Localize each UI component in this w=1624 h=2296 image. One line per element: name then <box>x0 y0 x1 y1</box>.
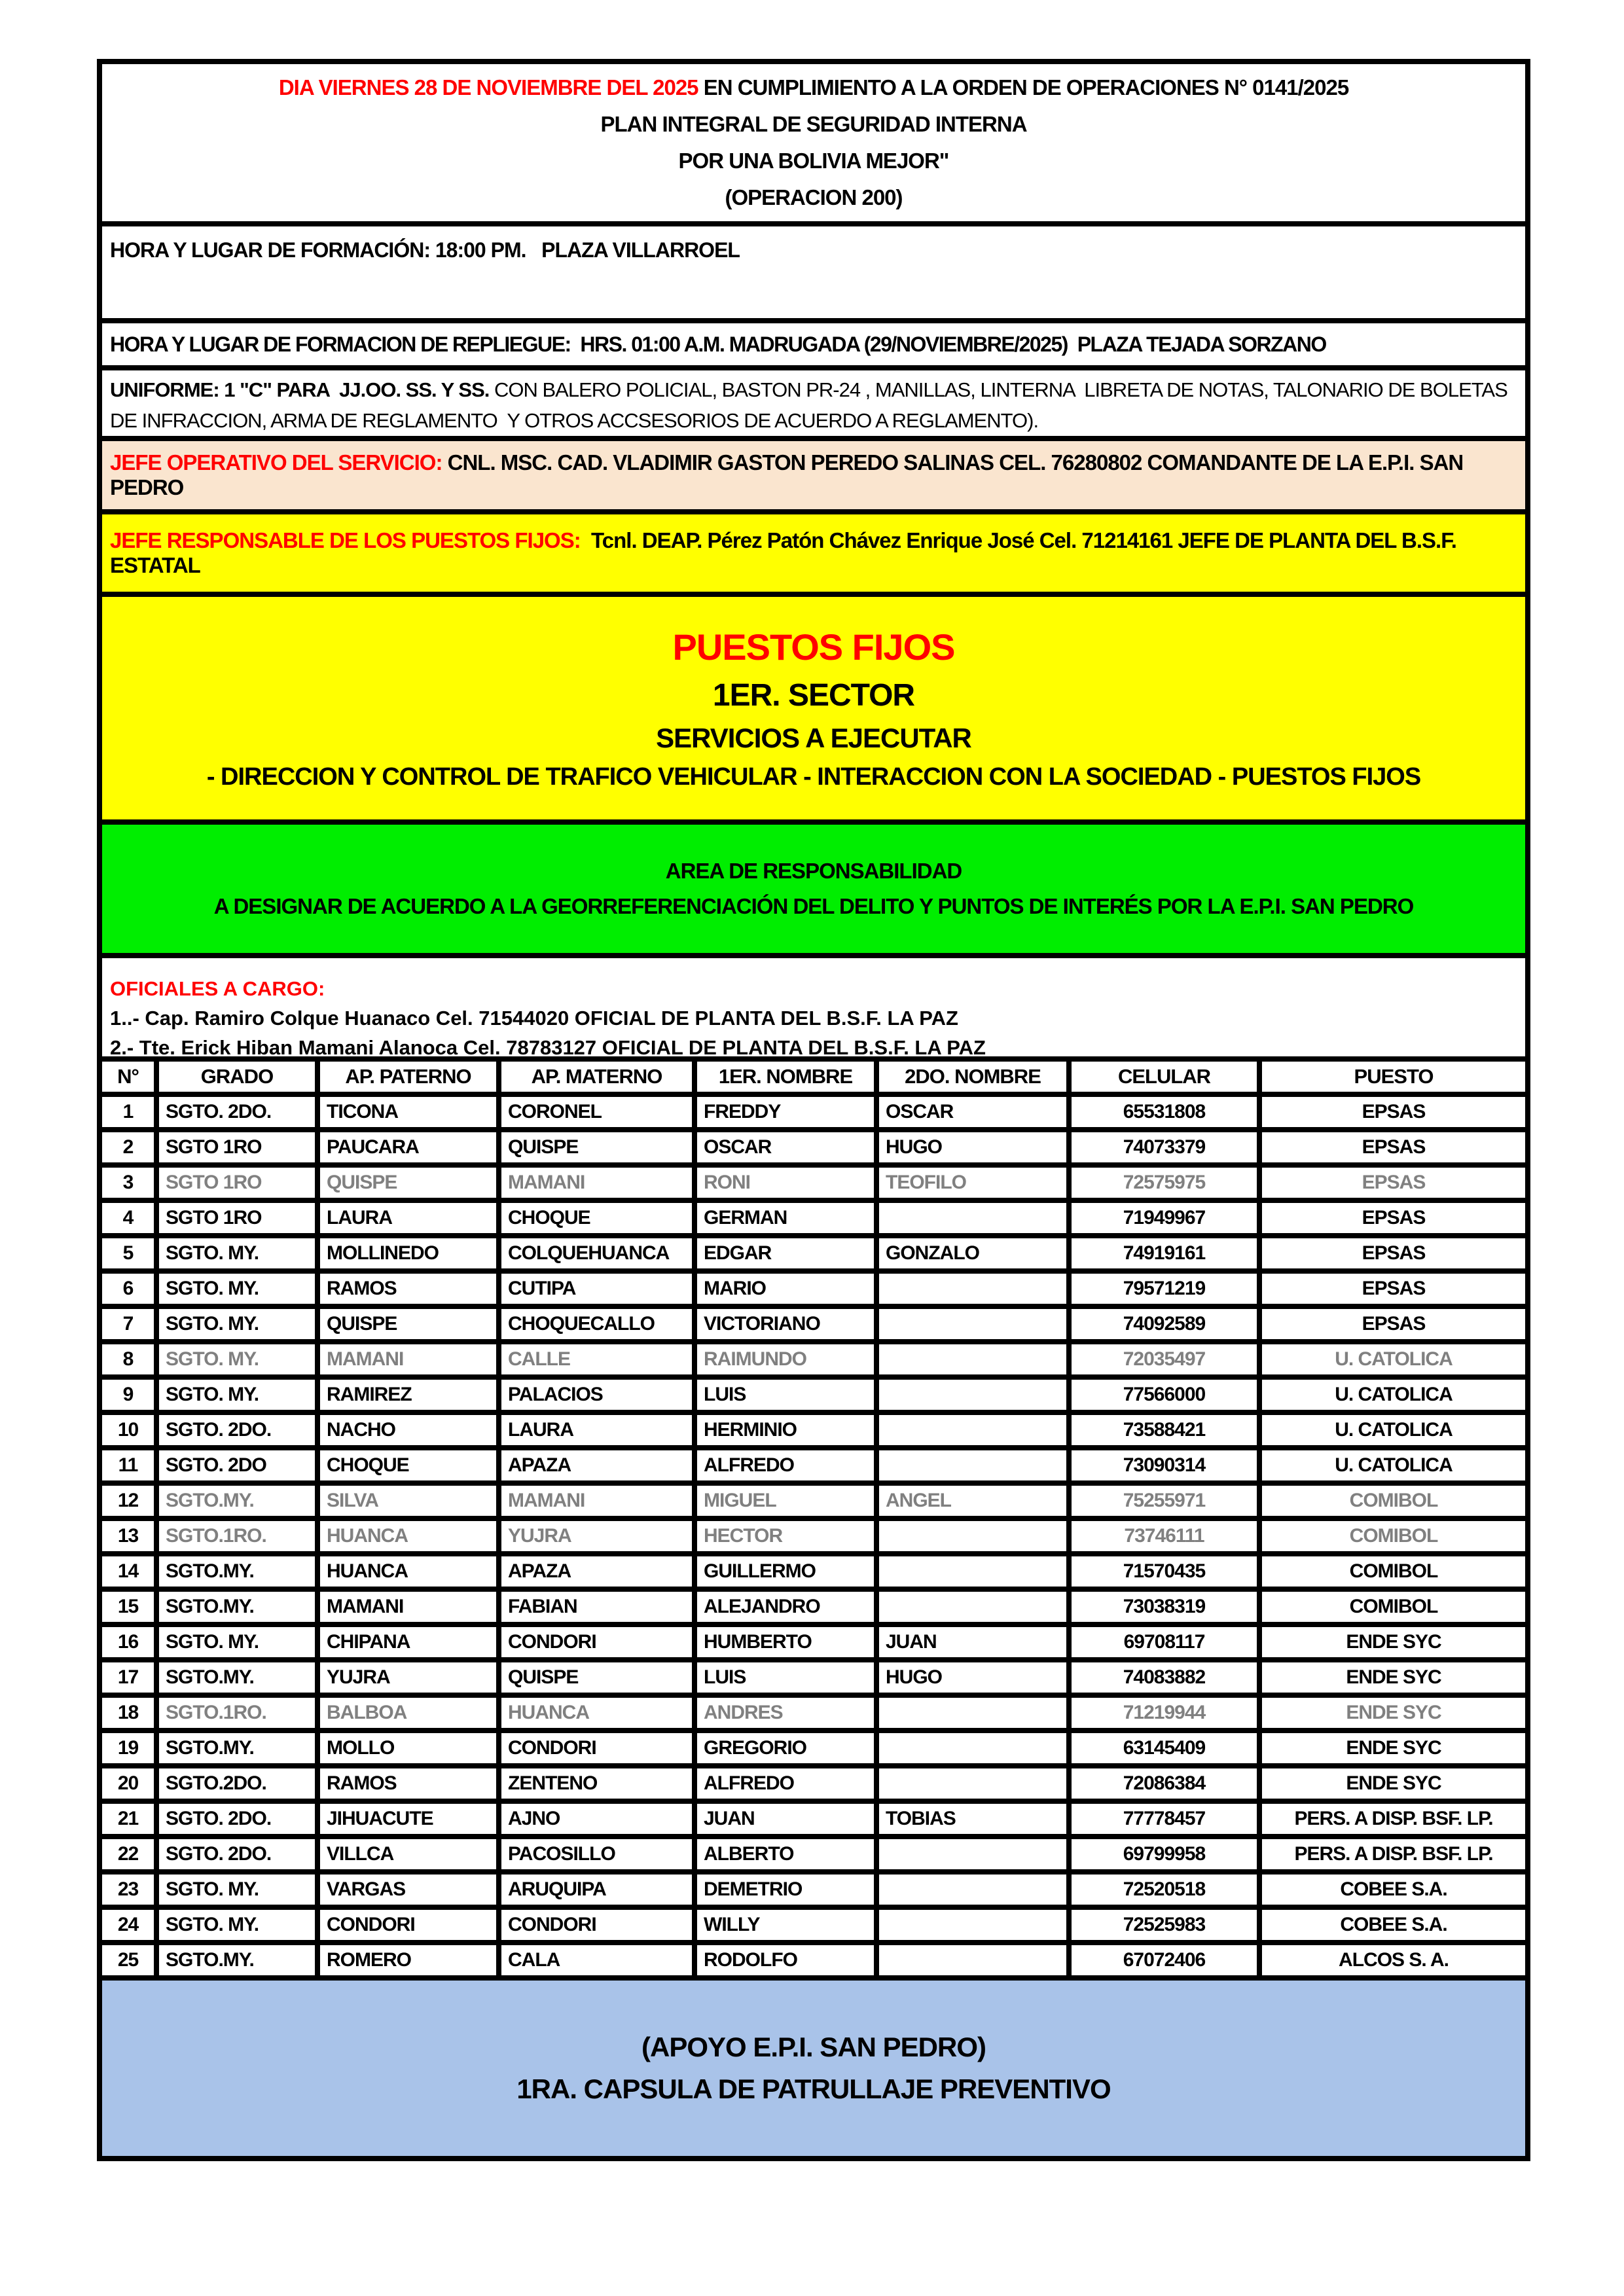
cell-celular: 75255971 <box>1072 1486 1257 1516</box>
cell-numero: 4 <box>102 1203 154 1233</box>
cell-numero: 19 <box>102 1733 154 1763</box>
col-header-nombre2: 2DO. NOMBRE <box>879 1062 1066 1092</box>
cell-celular: 71949967 <box>1072 1203 1257 1233</box>
cell-numero: 8 <box>102 1344 154 1374</box>
cell-ap-materno: LAURA <box>501 1415 692 1445</box>
cell-2do-nombre <box>879 1309 1066 1339</box>
cell-puesto: EPSAS <box>1262 1274 1525 1304</box>
cell-2do-nombre: HUGO <box>879 1662 1066 1693</box>
cell-ap-paterno: RAMOS <box>320 1274 496 1304</box>
cell-1er-nombre: HECTOR <box>697 1521 874 1551</box>
jefe-responsable-text: Tcnl. DEAP. Pérez Patón Chávez Enrique José Cel. 71214161 JEFE DE PLANTA DEL B.S.F. ESTATAL <box>110 528 1462 577</box>
cell-1er-nombre: OSCAR <box>697 1132 874 1162</box>
cell-grado: SGTO. 2DO. <box>159 1839 315 1869</box>
cell-celular: 74092589 <box>1072 1309 1257 1339</box>
cell-puesto: PERS. A DISP. BSF. LP. <box>1262 1804 1525 1834</box>
cell-ap-materno: PALACIOS <box>501 1380 692 1410</box>
cell-ap-materno: QUISPE <box>501 1662 692 1693</box>
cell-1er-nombre: FREDDY <box>697 1097 874 1127</box>
cell-celular: 79571219 <box>1072 1274 1257 1304</box>
cell-1er-nombre: RODOLFO <box>697 1945 874 1975</box>
cell-grado: SGTO.1RO. <box>159 1698 315 1728</box>
cell-celular: 67072406 <box>1072 1945 1257 1975</box>
cell-grado: SGTO.MY. <box>159 1945 315 1975</box>
cell-grado: SGTO. MY. <box>159 1274 315 1304</box>
cell-numero: 5 <box>102 1238 154 1268</box>
cell-ap-paterno: QUISPE <box>320 1309 496 1339</box>
cell-numero: 20 <box>102 1768 154 1799</box>
cell-grado: SGTO. MY. <box>159 1344 315 1374</box>
puestos-fijos-banner <box>102 597 1525 819</box>
cell-2do-nombre <box>879 1874 1066 1905</box>
cell-2do-nombre <box>879 1450 1066 1480</box>
cell-celular: 72086384 <box>1072 1768 1257 1799</box>
cell-1er-nombre: LUIS <box>697 1662 874 1693</box>
cell-celular: 73746111 <box>1072 1521 1257 1551</box>
header-date: DIA VIERNES 28 DE NOVIEMBRE DEL 2025 <box>278 75 698 99</box>
cell-ap-materno: HUANCA <box>501 1698 692 1728</box>
cell-celular: 73090314 <box>1072 1450 1257 1480</box>
cell-1er-nombre: ALFREDO <box>697 1450 874 1480</box>
table-row <box>102 1097 1525 1127</box>
jefe-responsable-label: JEFE RESPONSABLE DE LOS PUESTOS FIJOS: <box>110 528 581 552</box>
cell-ap-materno: QUISPE <box>501 1132 692 1162</box>
cell-numero: 15 <box>102 1592 154 1622</box>
cell-ap-materno: CALA <box>501 1945 692 1975</box>
cell-grado: SGTO. MY. <box>159 1238 315 1268</box>
cell-numero: 16 <box>102 1627 154 1657</box>
cell-ap-paterno: HUANCA <box>320 1556 496 1587</box>
cell-1er-nombre: GERMAN <box>697 1203 874 1233</box>
cell-celular: 73588421 <box>1072 1415 1257 1445</box>
cell-ap-paterno: JIHUACUTE <box>320 1804 496 1834</box>
cell-puesto: COMIBOL <box>1262 1486 1525 1516</box>
table-row <box>102 1238 1525 1268</box>
cell-puesto: COBEE S.A. <box>1262 1910 1525 1940</box>
cell-celular: 71570435 <box>1072 1556 1257 1587</box>
cell-grado: SGTO.MY. <box>159 1733 315 1763</box>
cell-numero: 12 <box>102 1486 154 1516</box>
cell-1er-nombre: EDGAR <box>697 1238 874 1268</box>
oficiales-a-cargo <box>102 958 1525 1059</box>
cell-numero: 1 <box>102 1097 154 1127</box>
cell-grado: SGTO.2DO. <box>159 1768 315 1799</box>
cell-ap-materno: CONDORI <box>501 1627 692 1657</box>
cell-2do-nombre <box>879 1415 1066 1445</box>
table-row <box>102 1945 1525 1975</box>
table-row <box>102 1415 1525 1445</box>
col-header-puesto: PUESTO <box>1262 1062 1525 1092</box>
cell-grado: SGTO.MY. <box>159 1556 315 1587</box>
servicios-detail: - DIRECCION Y CONTROL DE TRAFICO VEHICULAR - INTERACCION CON LA SOCIEDAD - PUESTOS FIJOS <box>206 762 1421 791</box>
cell-puesto: U. CATOLICA <box>1262 1415 1525 1445</box>
cell-1er-nombre: MARIO <box>697 1274 874 1304</box>
table-row <box>102 1627 1525 1657</box>
cell-puesto: ENDE SYC <box>1262 1768 1525 1799</box>
cell-2do-nombre <box>879 1556 1066 1587</box>
cell-ap-paterno: VARGAS <box>320 1874 496 1905</box>
cell-ap-materno: ARUQUIPA <box>501 1874 692 1905</box>
cell-grado: SGTO. MY. <box>159 1874 315 1905</box>
cell-puesto: U. CATOLICA <box>1262 1450 1525 1480</box>
table-row <box>102 1768 1525 1799</box>
table-row <box>102 1804 1525 1834</box>
cell-2do-nombre <box>879 1344 1066 1374</box>
cell-2do-nombre: OSCAR <box>879 1097 1066 1127</box>
table-row <box>102 1910 1525 1940</box>
cell-2do-nombre <box>879 1945 1066 1975</box>
cell-numero: 25 <box>102 1945 154 1975</box>
cell-1er-nombre: JUAN <box>697 1804 874 1834</box>
cell-puesto: COMIBOL <box>1262 1521 1525 1551</box>
jefe-operativo-row <box>102 441 1525 509</box>
cell-ap-paterno: RAMOS <box>320 1768 496 1799</box>
table-row <box>102 1380 1525 1410</box>
cell-1er-nombre: WILLY <box>697 1910 874 1940</box>
cell-2do-nombre: HUGO <box>879 1132 1066 1162</box>
cell-2do-nombre: ANGEL <box>879 1486 1066 1516</box>
cell-ap-paterno: CHOQUE <box>320 1450 496 1480</box>
cell-ap-materno: YUJRA <box>501 1521 692 1551</box>
cell-2do-nombre: JUAN <box>879 1627 1066 1657</box>
cell-ap-materno: PACOSILLO <box>501 1839 692 1869</box>
cell-puesto: COMIBOL <box>1262 1592 1525 1622</box>
cell-puesto: COBEE S.A. <box>1262 1874 1525 1905</box>
col-header-materno: AP. MATERNO <box>501 1062 692 1092</box>
cell-grado: SGTO 1RO <box>159 1132 315 1162</box>
col-header-grado: GRADO <box>159 1062 315 1092</box>
table-row <box>102 1168 1525 1198</box>
cell-1er-nombre: GUILLERMO <box>697 1556 874 1587</box>
cell-grado: SGTO.MY. <box>159 1662 315 1693</box>
cell-celular: 74919161 <box>1072 1238 1257 1268</box>
cell-ap-paterno: TICONA <box>320 1097 496 1127</box>
cell-puesto: EPSAS <box>1262 1203 1525 1233</box>
cell-1er-nombre: ALFREDO <box>697 1768 874 1799</box>
cell-celular: 69708117 <box>1072 1627 1257 1657</box>
cell-grado: SGTO. 2DO. <box>159 1097 315 1127</box>
cell-grado: SGTO. MY. <box>159 1380 315 1410</box>
cell-puesto: EPSAS <box>1262 1168 1525 1198</box>
uniforme-label: UNIFORME: 1 "C" PARA JJ.OO. SS. Y SS. <box>110 378 490 401</box>
cell-celular: 71219944 <box>1072 1698 1257 1728</box>
cell-2do-nombre <box>879 1203 1066 1233</box>
cell-numero: 14 <box>102 1556 154 1587</box>
cell-grado: SGTO. MY. <box>159 1627 315 1657</box>
cell-1er-nombre: RAIMUNDO <box>697 1344 874 1374</box>
cell-celular: 72520518 <box>1072 1874 1257 1905</box>
repliegue-row: HORA Y LUGAR DE FORMACION DE REPLIEGUE: HRS. 01:00 A.M. MADRUGADA (29/NOVIEMBRE/2025) PLAZA TEJADA SORZANO <box>102 323 1525 365</box>
cell-numero: 11 <box>102 1450 154 1480</box>
header-line-2: PLAN INTEGRAL DE SEGURIDAD INTERNA <box>600 112 1027 136</box>
cell-celular: 63145409 <box>1072 1733 1257 1763</box>
cell-puesto: ENDE SYC <box>1262 1698 1525 1728</box>
cell-ap-materno: CONDORI <box>501 1910 692 1940</box>
cell-ap-paterno: NACHO <box>320 1415 496 1445</box>
col-header-paterno: AP. PATERNO <box>320 1062 496 1092</box>
table-row <box>102 1733 1525 1763</box>
cell-celular: 72035497 <box>1072 1344 1257 1374</box>
cell-grado: SGTO. 2DO <box>159 1450 315 1480</box>
header-order-ref: EN CUMPLIMIENTO A LA ORDEN DE OPERACIONES N° 0141/2025 <box>698 75 1349 99</box>
cell-grado: SGTO.1RO. <box>159 1521 315 1551</box>
cell-puesto: U. CATOLICA <box>1262 1344 1525 1374</box>
cell-2do-nombre <box>879 1592 1066 1622</box>
col-header-celular: CELULAR <box>1072 1062 1257 1092</box>
cell-grado: SGTO. 2DO. <box>159 1804 315 1834</box>
area-line-2: A DESIGNAR DE ACUERDO A LA GEORREFERENCIACIÓN DEL DELITO Y PUNTOS DE INTERÉS POR LA E.P.I. SAN PEDRO <box>213 894 1414 918</box>
cell-2do-nombre: TOBIAS <box>879 1804 1066 1834</box>
cell-ap-materno: COLQUEHUANCA <box>501 1238 692 1268</box>
cell-puesto: EPSAS <box>1262 1309 1525 1339</box>
table-row <box>102 1132 1525 1162</box>
oficial-1: 1..- Cap. Ramiro Colque Huanaco Cel. 71544020 OFICIAL DE PLANTA DEL B.S.F. LA PAZ <box>110 1007 958 1030</box>
cell-numero: 2 <box>102 1132 154 1162</box>
cell-2do-nombre <box>879 1521 1066 1551</box>
header-line-1 <box>279 69 1348 106</box>
cell-ap-paterno: QUISPE <box>320 1168 496 1198</box>
cell-celular: 77778457 <box>1072 1804 1257 1834</box>
cell-2do-nombre <box>879 1910 1066 1940</box>
cell-numero: 18 <box>102 1698 154 1728</box>
cell-1er-nombre: DEMETRIO <box>697 1874 874 1905</box>
cell-celular: 73038319 <box>1072 1592 1257 1622</box>
roster-table <box>102 1062 1525 1975</box>
cell-2do-nombre <box>879 1768 1066 1799</box>
cell-grado: SGTO. MY. <box>159 1910 315 1940</box>
cell-2do-nombre <box>879 1839 1066 1869</box>
cell-2do-nombre <box>879 1698 1066 1728</box>
cell-ap-materno: MAMANI <box>501 1486 692 1516</box>
jefe-operativo-label: JEFE OPERATIVO DEL SERVICIO: <box>110 450 442 475</box>
oficiales-label: OFICIALES A CARGO: <box>110 977 325 1000</box>
cell-ap-paterno: MAMANI <box>320 1344 496 1374</box>
cell-celular: 77566000 <box>1072 1380 1257 1410</box>
cell-grado: SGTO.MY. <box>159 1486 315 1516</box>
cell-ap-paterno: CHIPANA <box>320 1627 496 1657</box>
table-row <box>102 1556 1525 1587</box>
cell-ap-materno: AJNO <box>501 1804 692 1834</box>
cell-puesto: COMIBOL <box>1262 1556 1525 1587</box>
cell-ap-materno: MAMANI <box>501 1168 692 1198</box>
cell-1er-nombre: ALEJANDRO <box>697 1592 874 1622</box>
uniforme-text: CON BALERO POLICIAL, BASTON PR-24 , MANILLAS, LINTERNA LIBRETA DE NOTAS, TALONARIO DE BOLETAS DE INFRACCION, ARMA DE REGLAMENTO Y OTROS ACCSESORIOS DE ACUERDO A REGLAMENTO). <box>110 378 1513 432</box>
cell-1er-nombre: HERMINIO <box>697 1415 874 1445</box>
cell-ap-materno: ZENTENO <box>501 1768 692 1799</box>
cell-2do-nombre <box>879 1380 1066 1410</box>
cell-numero: 10 <box>102 1415 154 1445</box>
cell-ap-materno: FABIAN <box>501 1592 692 1622</box>
table-row <box>102 1839 1525 1869</box>
cell-1er-nombre: VICTORIANO <box>697 1309 874 1339</box>
col-header-nombre1: 1ER. NOMBRE <box>697 1062 874 1092</box>
cell-1er-nombre: RONI <box>697 1168 874 1198</box>
cell-ap-paterno: SILVA <box>320 1486 496 1516</box>
footer-line-2: 1RA. CAPSULA DE PATRULLAJE PREVENTIVO <box>516 2073 1111 2104</box>
cell-grado: SGTO.MY. <box>159 1592 315 1622</box>
cell-1er-nombre: ALBERTO <box>697 1839 874 1869</box>
cell-1er-nombre: MIGUEL <box>697 1486 874 1516</box>
area-line-1: AREA DE RESPONSABILIDAD <box>665 859 962 883</box>
operations-order-document <box>97 59 1530 2161</box>
puestos-fijos-title: PUESTOS FIJOS <box>672 626 955 668</box>
table-row <box>102 1309 1525 1339</box>
cell-puesto: U. CATOLICA <box>1262 1380 1525 1410</box>
cell-ap-paterno: HUANCA <box>320 1521 496 1551</box>
table-row <box>102 1521 1525 1551</box>
cell-ap-materno: APAZA <box>501 1450 692 1480</box>
cell-puesto: ENDE SYC <box>1262 1627 1525 1657</box>
cell-numero: 23 <box>102 1874 154 1905</box>
cell-ap-paterno: LAURA <box>320 1203 496 1233</box>
cell-ap-paterno: MOLLO <box>320 1733 496 1763</box>
cell-1er-nombre: HUMBERTO <box>697 1627 874 1657</box>
table-row <box>102 1698 1525 1728</box>
cell-puesto: ENDE SYC <box>1262 1662 1525 1693</box>
cell-puesto: EPSAS <box>1262 1238 1525 1268</box>
cell-ap-paterno: YUJRA <box>320 1662 496 1693</box>
cell-ap-paterno: BALBOA <box>320 1698 496 1728</box>
servicios-title: SERVICIOS A EJECUTAR <box>656 722 971 753</box>
cell-ap-materno: CHOQUECALLO <box>501 1309 692 1339</box>
cell-ap-materno: CONDORI <box>501 1733 692 1763</box>
table-row <box>102 1274 1525 1304</box>
header-line-3: POR UNA BOLIVIA MEJOR" <box>678 149 949 173</box>
cell-celular: 65531808 <box>1072 1097 1257 1127</box>
cell-2do-nombre <box>879 1733 1066 1763</box>
cell-ap-paterno: MOLLINEDO <box>320 1238 496 1268</box>
jefe-operativo-text: CNL. MSC. CAD. VLADIMIR GASTON PEREDO SALINAS CEL. 76280802 COMANDANTE DE LA E.P.I. SAN PEDRO <box>110 450 1469 499</box>
table-row <box>102 1450 1525 1480</box>
cell-grado: SGTO 1RO <box>159 1168 315 1198</box>
cell-ap-materno: CHOQUE <box>501 1203 692 1233</box>
cell-ap-materno: CALLE <box>501 1344 692 1374</box>
cell-ap-paterno: RAMIREZ <box>320 1380 496 1410</box>
cell-puesto: ALCOS S. A. <box>1262 1945 1525 1975</box>
cell-puesto: EPSAS <box>1262 1132 1525 1162</box>
cell-numero: 22 <box>102 1839 154 1869</box>
cell-puesto: ENDE SYC <box>1262 1733 1525 1763</box>
document-header <box>102 64 1525 221</box>
cell-grado: SGTO. MY. <box>159 1309 315 1339</box>
header-line-4: (OPERACION 200) <box>725 185 903 209</box>
cell-ap-materno: CUTIPA <box>501 1274 692 1304</box>
cell-celular: 74073379 <box>1072 1132 1257 1162</box>
table-row <box>102 1874 1525 1905</box>
cell-puesto: PERS. A DISP. BSF. LP. <box>1262 1839 1525 1869</box>
sector-title: 1ER. SECTOR <box>712 677 915 713</box>
cell-celular: 69799958 <box>1072 1839 1257 1869</box>
table-row <box>102 1203 1525 1233</box>
table-row <box>102 1344 1525 1374</box>
cell-numero: 13 <box>102 1521 154 1551</box>
roster-table-body <box>102 1097 1525 1975</box>
cell-ap-paterno: CONDORI <box>320 1910 496 1940</box>
cell-ap-materno: APAZA <box>501 1556 692 1587</box>
cell-numero: 7 <box>102 1309 154 1339</box>
cell-numero: 24 <box>102 1910 154 1940</box>
cell-numero: 21 <box>102 1804 154 1834</box>
area-responsabilidad-banner <box>102 825 1525 953</box>
cell-celular: 72575975 <box>1072 1168 1257 1198</box>
cell-1er-nombre: ANDRES <box>697 1698 874 1728</box>
footer-line-1: (APOYO E.P.I. SAN PEDRO) <box>641 2032 986 2062</box>
cell-ap-paterno: MAMANI <box>320 1592 496 1622</box>
cell-ap-paterno: VILLCA <box>320 1839 496 1869</box>
jefe-responsable-row <box>102 514 1525 592</box>
cell-1er-nombre: GREGORIO <box>697 1733 874 1763</box>
table-row <box>102 1486 1525 1516</box>
cell-grado: SGTO 1RO <box>159 1203 315 1233</box>
cell-2do-nombre: TEOFILO <box>879 1168 1066 1198</box>
cell-2do-nombre <box>879 1274 1066 1304</box>
footer-banner <box>102 1981 1525 2156</box>
cell-1er-nombre: LUIS <box>697 1380 874 1410</box>
cell-numero: 17 <box>102 1662 154 1693</box>
cell-celular: 74083882 <box>1072 1662 1257 1693</box>
cell-numero: 6 <box>102 1274 154 1304</box>
cell-puesto: EPSAS <box>1262 1097 1525 1127</box>
cell-grado: SGTO. 2DO. <box>159 1415 315 1445</box>
cell-2do-nombre: GONZALO <box>879 1238 1066 1268</box>
formacion-row: HORA Y LUGAR DE FORMACIÓN: 18:00 PM. PLAZA VILLARROEL <box>102 226 1525 318</box>
table-row <box>102 1592 1525 1622</box>
cell-ap-materno: CORONEL <box>501 1097 692 1127</box>
cell-numero: 9 <box>102 1380 154 1410</box>
oficial-2: 2.- Tte. Erick Hiban Mamani Alanoca Cel. 78783127 OFICIAL DE PLANTA DEL B.S.F. LA PAZ <box>110 1036 986 1059</box>
table-row <box>102 1662 1525 1693</box>
uniforme-row <box>102 370 1525 436</box>
cell-celular: 72525983 <box>1072 1910 1257 1940</box>
roster-header-row <box>102 1062 1525 1092</box>
col-header-n: N° <box>102 1062 154 1092</box>
cell-ap-paterno: ROMERO <box>320 1945 496 1975</box>
cell-numero: 3 <box>102 1168 154 1198</box>
cell-ap-paterno: PAUCARA <box>320 1132 496 1162</box>
